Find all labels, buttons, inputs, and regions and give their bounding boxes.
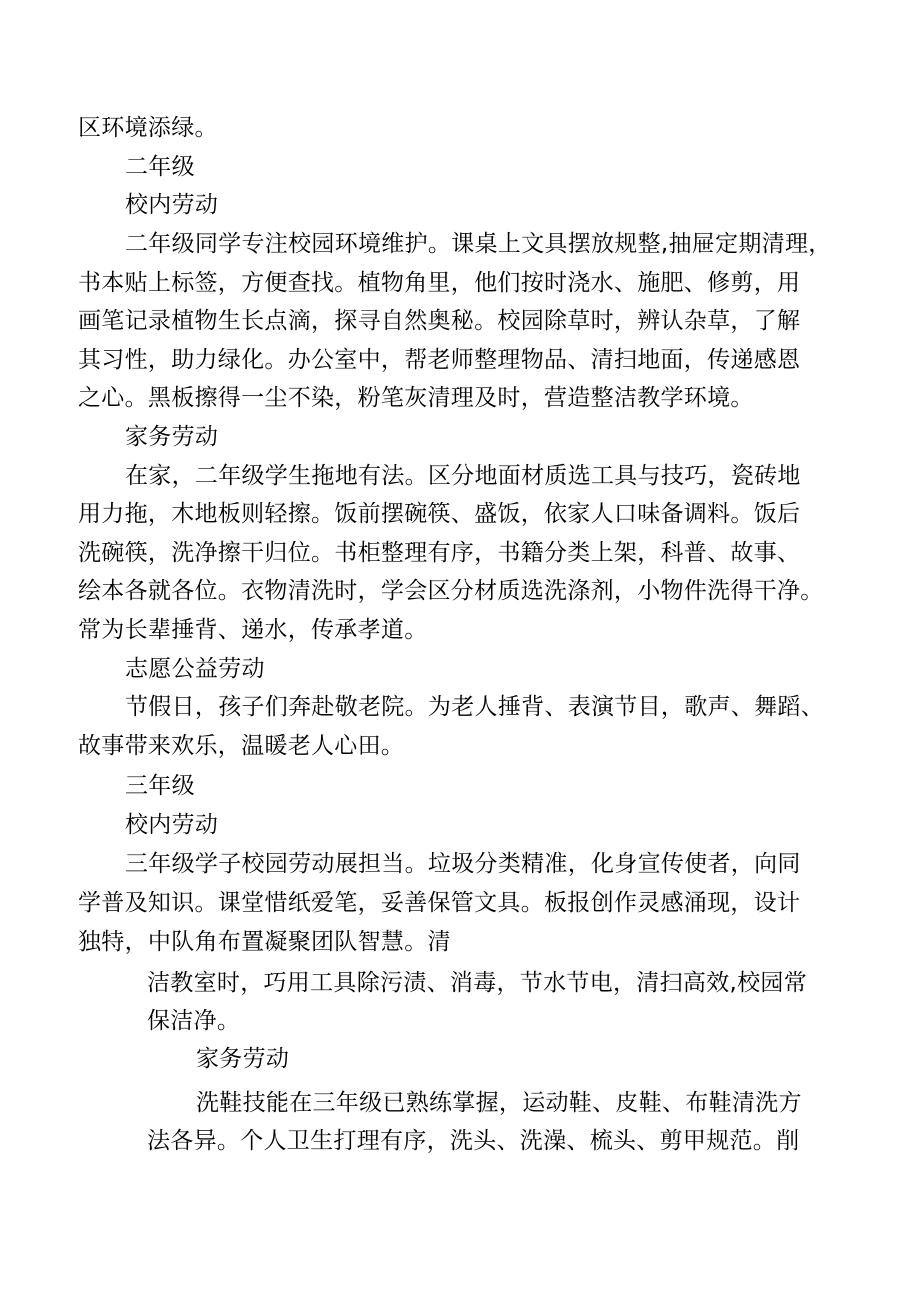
text-line: 其习性，助力绿化。办公室中，帮老师整理物品、清扫地面，传递感恩	[78, 347, 801, 373]
subsection-heading: 家务劳动	[125, 424, 219, 450]
text-line: 法各异。个人卫生打理有序，洗头、洗澡、梳头、剪甲规范。削	[147, 1128, 800, 1154]
text-line: 独特，中队角布置凝聚团队智慧。清	[78, 929, 451, 955]
text-line: 故事带来欢乐，温暖老人心田。	[78, 733, 405, 759]
text-line: 二年级同学专注校园环境维护。课桌上文具摆放规整,抽屉定期清理，	[125, 231, 832, 257]
text-line: 保洁净。	[147, 1008, 241, 1034]
text-line: 画笔记录植物生长点滴，探寻自然奥秘。校园除草时，辨认杂草，了解	[78, 308, 801, 334]
section-heading: 二年级	[125, 154, 195, 180]
subsection-heading: 家务劳动	[196, 1046, 290, 1072]
text-line: 洗鞋技能在三年级已熟练掌握，运动鞋、皮鞋、布鞋清洗方	[196, 1090, 802, 1116]
text-line: 节假日，孩子们奔赴敬老院。为老人捶背、表演节目，歌声、舞蹈、	[125, 694, 824, 720]
subsection-heading: 校内劳动	[125, 812, 219, 838]
section-heading: 三年级	[125, 773, 195, 799]
text-line: 区环境添绿。	[78, 115, 218, 141]
text-line: 在家，二年级学生拖地有法。区分地面材质选工具与技巧，瓷砖地	[125, 463, 801, 489]
text-line: 绘本各就各位。衣物清洗时，学会区分材质选洗涤剂，小物件洗得干净。	[78, 578, 824, 604]
text-line: 常为长辈捶背、递水，传承孝道。	[78, 617, 428, 643]
text-line: 洗碗筷，洗净擦干归位。书柜整理有序，书籍分类上架，科普、故事、	[78, 540, 801, 566]
text-line: 之心。黑板擦得一尘不染，粉笔灰清理及时，营造整洁教学环境。	[78, 385, 754, 411]
text-line: 书本贴上标签，方便查找。植物角里，他们按时浇水、施肥、修剪，用	[78, 270, 801, 296]
text-line: 学普及知识。课堂惜纸爱笔，妥善保管文具。板报创作灵感涌现，设计	[78, 890, 801, 916]
text-line: 用力拖，木地板则轻擦。饭前摆碗筷、盛饭，依家人口味备调料。饭后	[78, 501, 801, 527]
subsection-heading: 校内劳动	[125, 192, 219, 218]
text-line: 三年级学子校园劳动展担当。垃圾分类精准，化身宣传使者，向同	[125, 851, 801, 877]
text-line: 洁教室时，巧用工具除污渍、消毒，节水节电，清扫高效,校园常	[147, 970, 808, 996]
subsection-heading: 志愿公益劳动	[125, 656, 265, 682]
